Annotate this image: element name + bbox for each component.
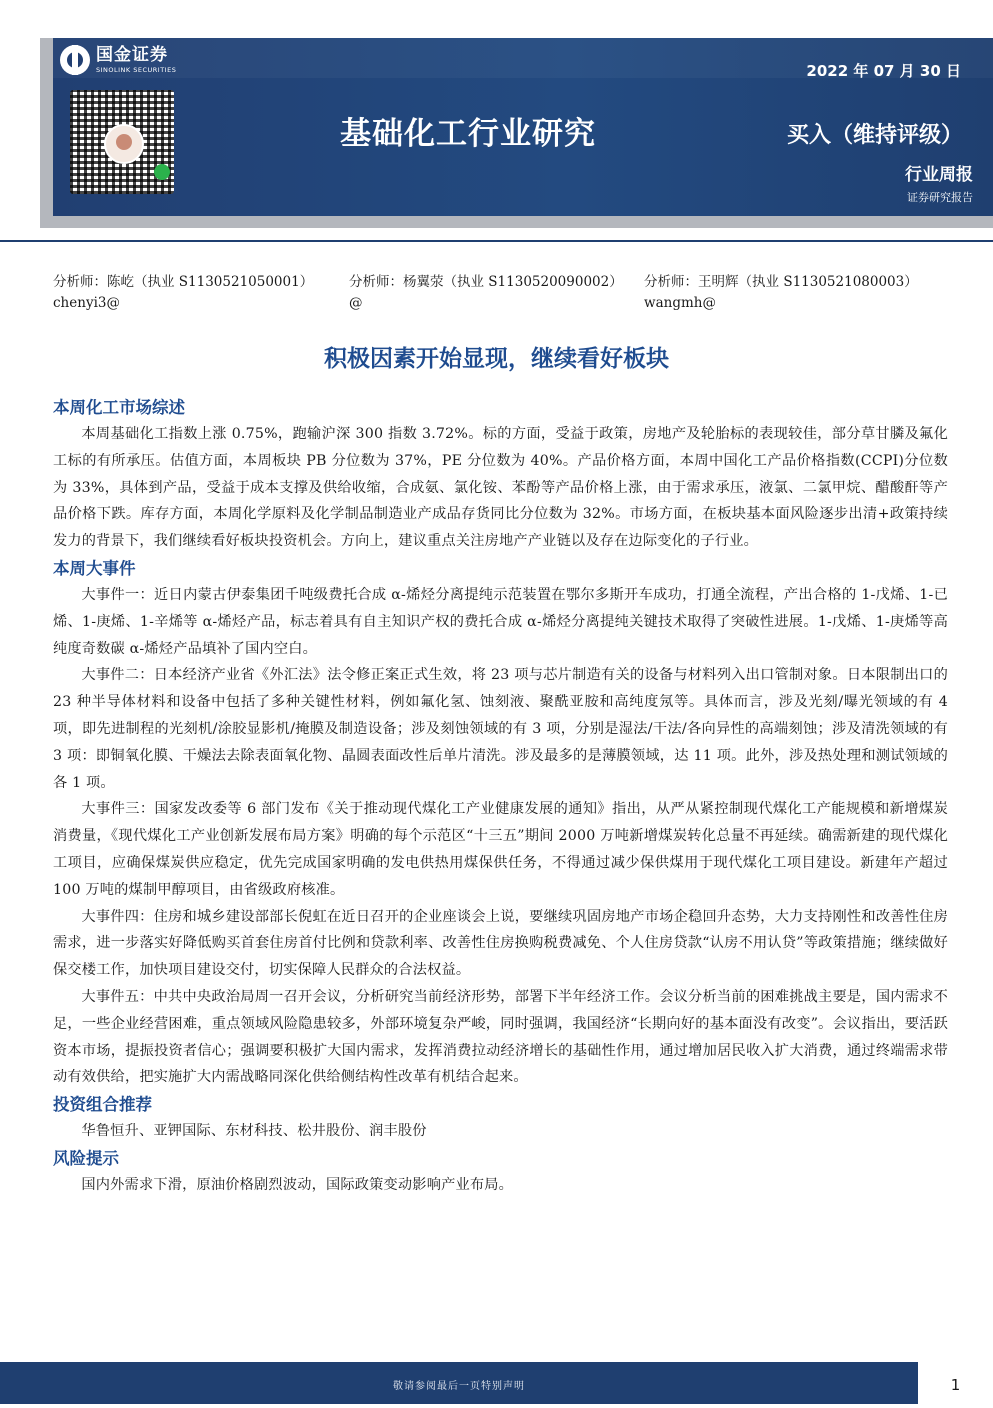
section-title-events: 本周大事件 — [53, 558, 136, 578]
analyst-email[interactable]: wangmh@ — [644, 295, 716, 311]
event-paragraph: 大事件四：住房和城乡建设部部长倪虹在近日召开的企业座谈会上说，要继续巩固房地产市场企稳回升态势，大力支持刚性和改善性住房需求，进一步落实好降低购买首套住房首付比例和贷款利率、改善性住房换购税费减免、个人住房贷款“认房不用认贷”等政策措施；继续做好保交楼工作，加快项目建设交付，切实保障人民群众的合法权益。 — [53, 908, 948, 979]
analyst-item — [644, 272, 953, 314]
risk-text: 国内外需求下滑，原油价格剧烈波动，国际政策变动影响产业布局。 — [81, 1176, 514, 1193]
section-title-portfolio: 投资组合推荐 — [53, 1095, 152, 1115]
brand-logo — [60, 40, 210, 80]
analyst-label: 分析师：陈屹（执业 S1130521050001） — [53, 274, 314, 290]
mini-program-icon — [154, 164, 170, 180]
report-category: 证券研究报告 — [907, 191, 973, 204]
qr-avatar-icon — [104, 124, 144, 164]
analyst-item — [349, 272, 644, 314]
report-date: 2022 年 07 月 30 日 — [806, 62, 961, 80]
header-divider — [0, 240, 993, 242]
brand-name-cn: 国金证券 — [96, 44, 168, 65]
section-title-risk: 风险提示 — [53, 1148, 119, 1168]
analyst-label: 分析师：王明辉（执业 S1130521080003） — [644, 274, 918, 290]
analyst-list — [53, 272, 953, 314]
analyst-item — [53, 272, 349, 314]
event-paragraph: 大事件三：国家发改委等 6 部门发布《关于推动现代煤化工产业健康发展的通知》指出，从严从紧控制现代煤化工产能规模和新增煤炭消费量，《现代煤化工产业创新发展布局方案》明确的每个示范区“十三五”期间 2000 万吨新增煤炭转化总量不再延续。确需新建的现代煤化工项目，应确保煤炭供应稳定，优先完成国家明确的发电供热用煤保供任务，不得通过减少保供煤用于现代煤化工项目建设。新建年产超过 100 万吨的煤制甲醇项目，由省级政府核准。 — [53, 801, 948, 898]
event-paragraph: 大事件五：中共中央政治局周一召开会议，分析研究当前经济形势，部署下半年经济工作。会议分析当前的困难挑战主要是，国内需求不足，一些企业经营困难，重点领域风险隐患较多，外部环境复杂严峻，同时强调，我国经济“长期向好的基本面没有改变”。会议指出，要活跃资本市场，提振投资者信心；强调要积极扩大国内需求，发挥消费拉动经济增长的基础性作用，通过增加居民收入扩大消费，通过终端需求带动有效供给，把实施扩大内需战略同深化供给侧结构性改革有机结合起来。 — [53, 988, 948, 1086]
qr-code-icon[interactable] — [70, 90, 174, 194]
brand-name-en: SINOLINK SECURITIES — [96, 65, 177, 74]
rating-label: 买入（维持评级） — [786, 123, 963, 148]
analyst-email[interactable]: chenyi3@ — [53, 295, 120, 311]
report-type: 行业周报 — [905, 165, 973, 185]
section-title-market: 本周化工市场综述 — [53, 398, 185, 417]
portfolio-list: 华鲁恒升、亚钾国际、东材科技、松井股份、润丰股份 — [81, 1123, 427, 1140]
report-body — [53, 394, 948, 1199]
event-paragraph: 大事件一：近日内蒙古伊泰集团千吨级费托合成 α-烯烃分离提纯示范装置在鄂尔多斯开车成功，打通全流程，产出合格的 1-戊烯、1-已烯、1-庚烯、1-辛烯等 α-烯烃产品，标志着具有自主知识产权的费托合成 α-烯烃分离提纯关键技术取得了突破性进展。1-戊烯、1-庚烯等高纯度奇数碳 α-烯烃产品填补了国内空白。 — [53, 586, 948, 657]
sinolink-logo-icon — [60, 45, 90, 75]
analyst-email[interactable]: @ — [349, 295, 363, 311]
event-paragraph: 大事件二：日本经济产业省《外汇法》法令修正案正式生效，将 23 项与芯片制造有关的设备与材料列入出口管制对象。日本限制出口的 23 种半导体材料和设备中包括了多种关键性材料，例如氟化氢、蚀刻液、聚酰亚胺和高纯度氖等。具体而言，涉及光刻/曝光领域的有 4 项，即先进制程的光刻机/涂胶显影机/掩膜及制造设备；涉及刻蚀领域的有 3 项，分别是湿法/干法/各向异性的高端刻蚀；涉及清洗领域的有 3 项：即铜氧化膜、干燥法去除表面氧化物、晶圆表面改性后单片清洗。涉及最多的是薄膜领域，达 11 项。此外，涉及热处理和测试领域的各 1 项。 — [53, 667, 948, 791]
page-number: 1 — [950, 1376, 961, 1394]
market-summary-paragraph: 本周基础化工指数上涨 0.75%，跑输沪深 300 指数 3.72%。标的方面，受益于政策，房地产及轮胎标的表现较佳，部分草甘膦及氟化工标的有所承压。估值方面，本周板块 PB 分位数为 37%，PE 分位数为 40%。产品价格方面，本周中国化工产品价格指数(CCPI)分位数为 33%，具体到产品，受益于成本支撑及供给收缩，合成氨、氯化铵、苯酚等产品价格上涨，由于需求承压，液氯、二氯甲烷、醋酸酐等产品价格下跌。库存方面，本周化学原料及化学制品制造业产成品存货同比分位数为 32%。市场方面，在板块基本面风险逐步出清+政策持续发力的背景下，我们继续看好板块投资机会。方向上，建议重点关注房地产产业链以及存在边际变化的子行业。 — [53, 426, 948, 550]
footer-disclaimer-note[interactable]: 敬请参阅最后一页特别声明 — [393, 1381, 525, 1392]
analyst-label: 分析师：杨翼荥（执业 S1130520090002） — [349, 274, 623, 290]
document-title: 积极因素开始显现，继续看好板块 — [324, 346, 669, 372]
report-header-title: 基础化工行业研究 — [340, 116, 596, 152]
